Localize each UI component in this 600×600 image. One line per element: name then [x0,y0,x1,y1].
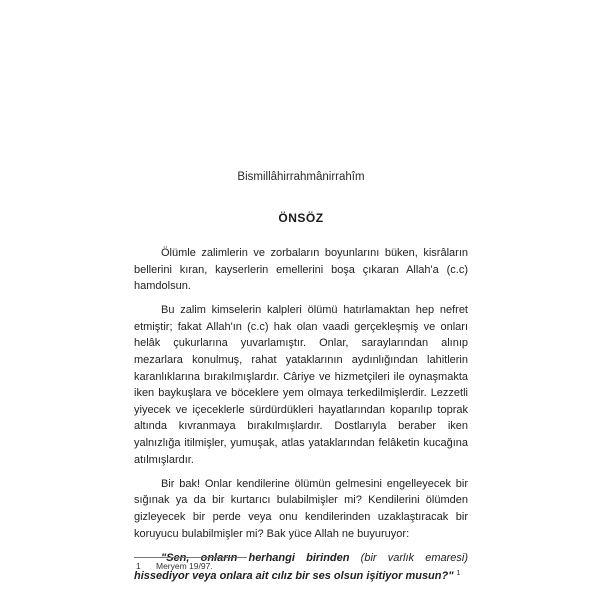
page-title: ÖNSÖZ [278,211,324,225]
footnote-divider [134,557,247,558]
basmala-heading: Bismillâhirrahmânirrahîm [237,171,365,183]
footnote-number: 1 [136,561,141,571]
paragraph-2: Bu zalim kimselerin kalpleri ölümü hatırlamaktan hep nefret etmiştir; fakat Allah'ın (c.c) hak olan vaadi gerçekleşmiş ve onları helâk çukurlarına yuvarlamıştır. Onlar, saraylarından alınıp mezarlara konulmuş, rahat yataklarının aydınlığından lahitlerin karanlıklarına bırakılmışlardır. Câriye ve hizmetçileri ile oynaşmakta iken baykuşlara ve böceklere yem olmaya terkedilmişlerdir. Lezzetli yiyecek ve içeceklerle sürdürdükleri hayatlarından koparılıp toprak altında kıvranmaya bırakılmışlardır. Dostlarıyla beraber iken yalnızlığa itilmişler, yumuşak, atlas yataklarından felâketin kucağına atılmışlardır. [134,304,468,466]
quote-part-1: "Sen, onların herhangi birinden [161,551,361,564]
quote-parenthetical: (bir varlık emaresi) [360,551,468,564]
book-page [134,0,468,600]
footnote-reference[interactable]: 1 [456,570,461,578]
footnote [134,561,213,571]
paragraph-1: Ölümle zalimlerin ve zorbaların boyunlarını büken, kisrâların bellerini kıran, kayserlerin emellerini boşa çıkaran Allah'a (c.c) hamdolsun. [134,247,468,293]
paragraph-3: Bir bak! Onlar kendilerine ölümün gelmesini engelleyecek bir sığınak ya da bir kurtarıcı bulabilmişler mi? Kendilerini ölümden gizleyecek bir perde veya onu kendilerinden uzaklaştıracak bir koruyucu bulabilmişler mi? Bak yüce Allah ne buyuruyor: [134,477,468,540]
footnote-text: Meryem 19/97. [156,561,213,571]
body-text [134,245,468,592]
quote-part-2: hissediyor veya onlara ait cılız bir ses olsun işitiyor musun?" [134,570,454,583]
